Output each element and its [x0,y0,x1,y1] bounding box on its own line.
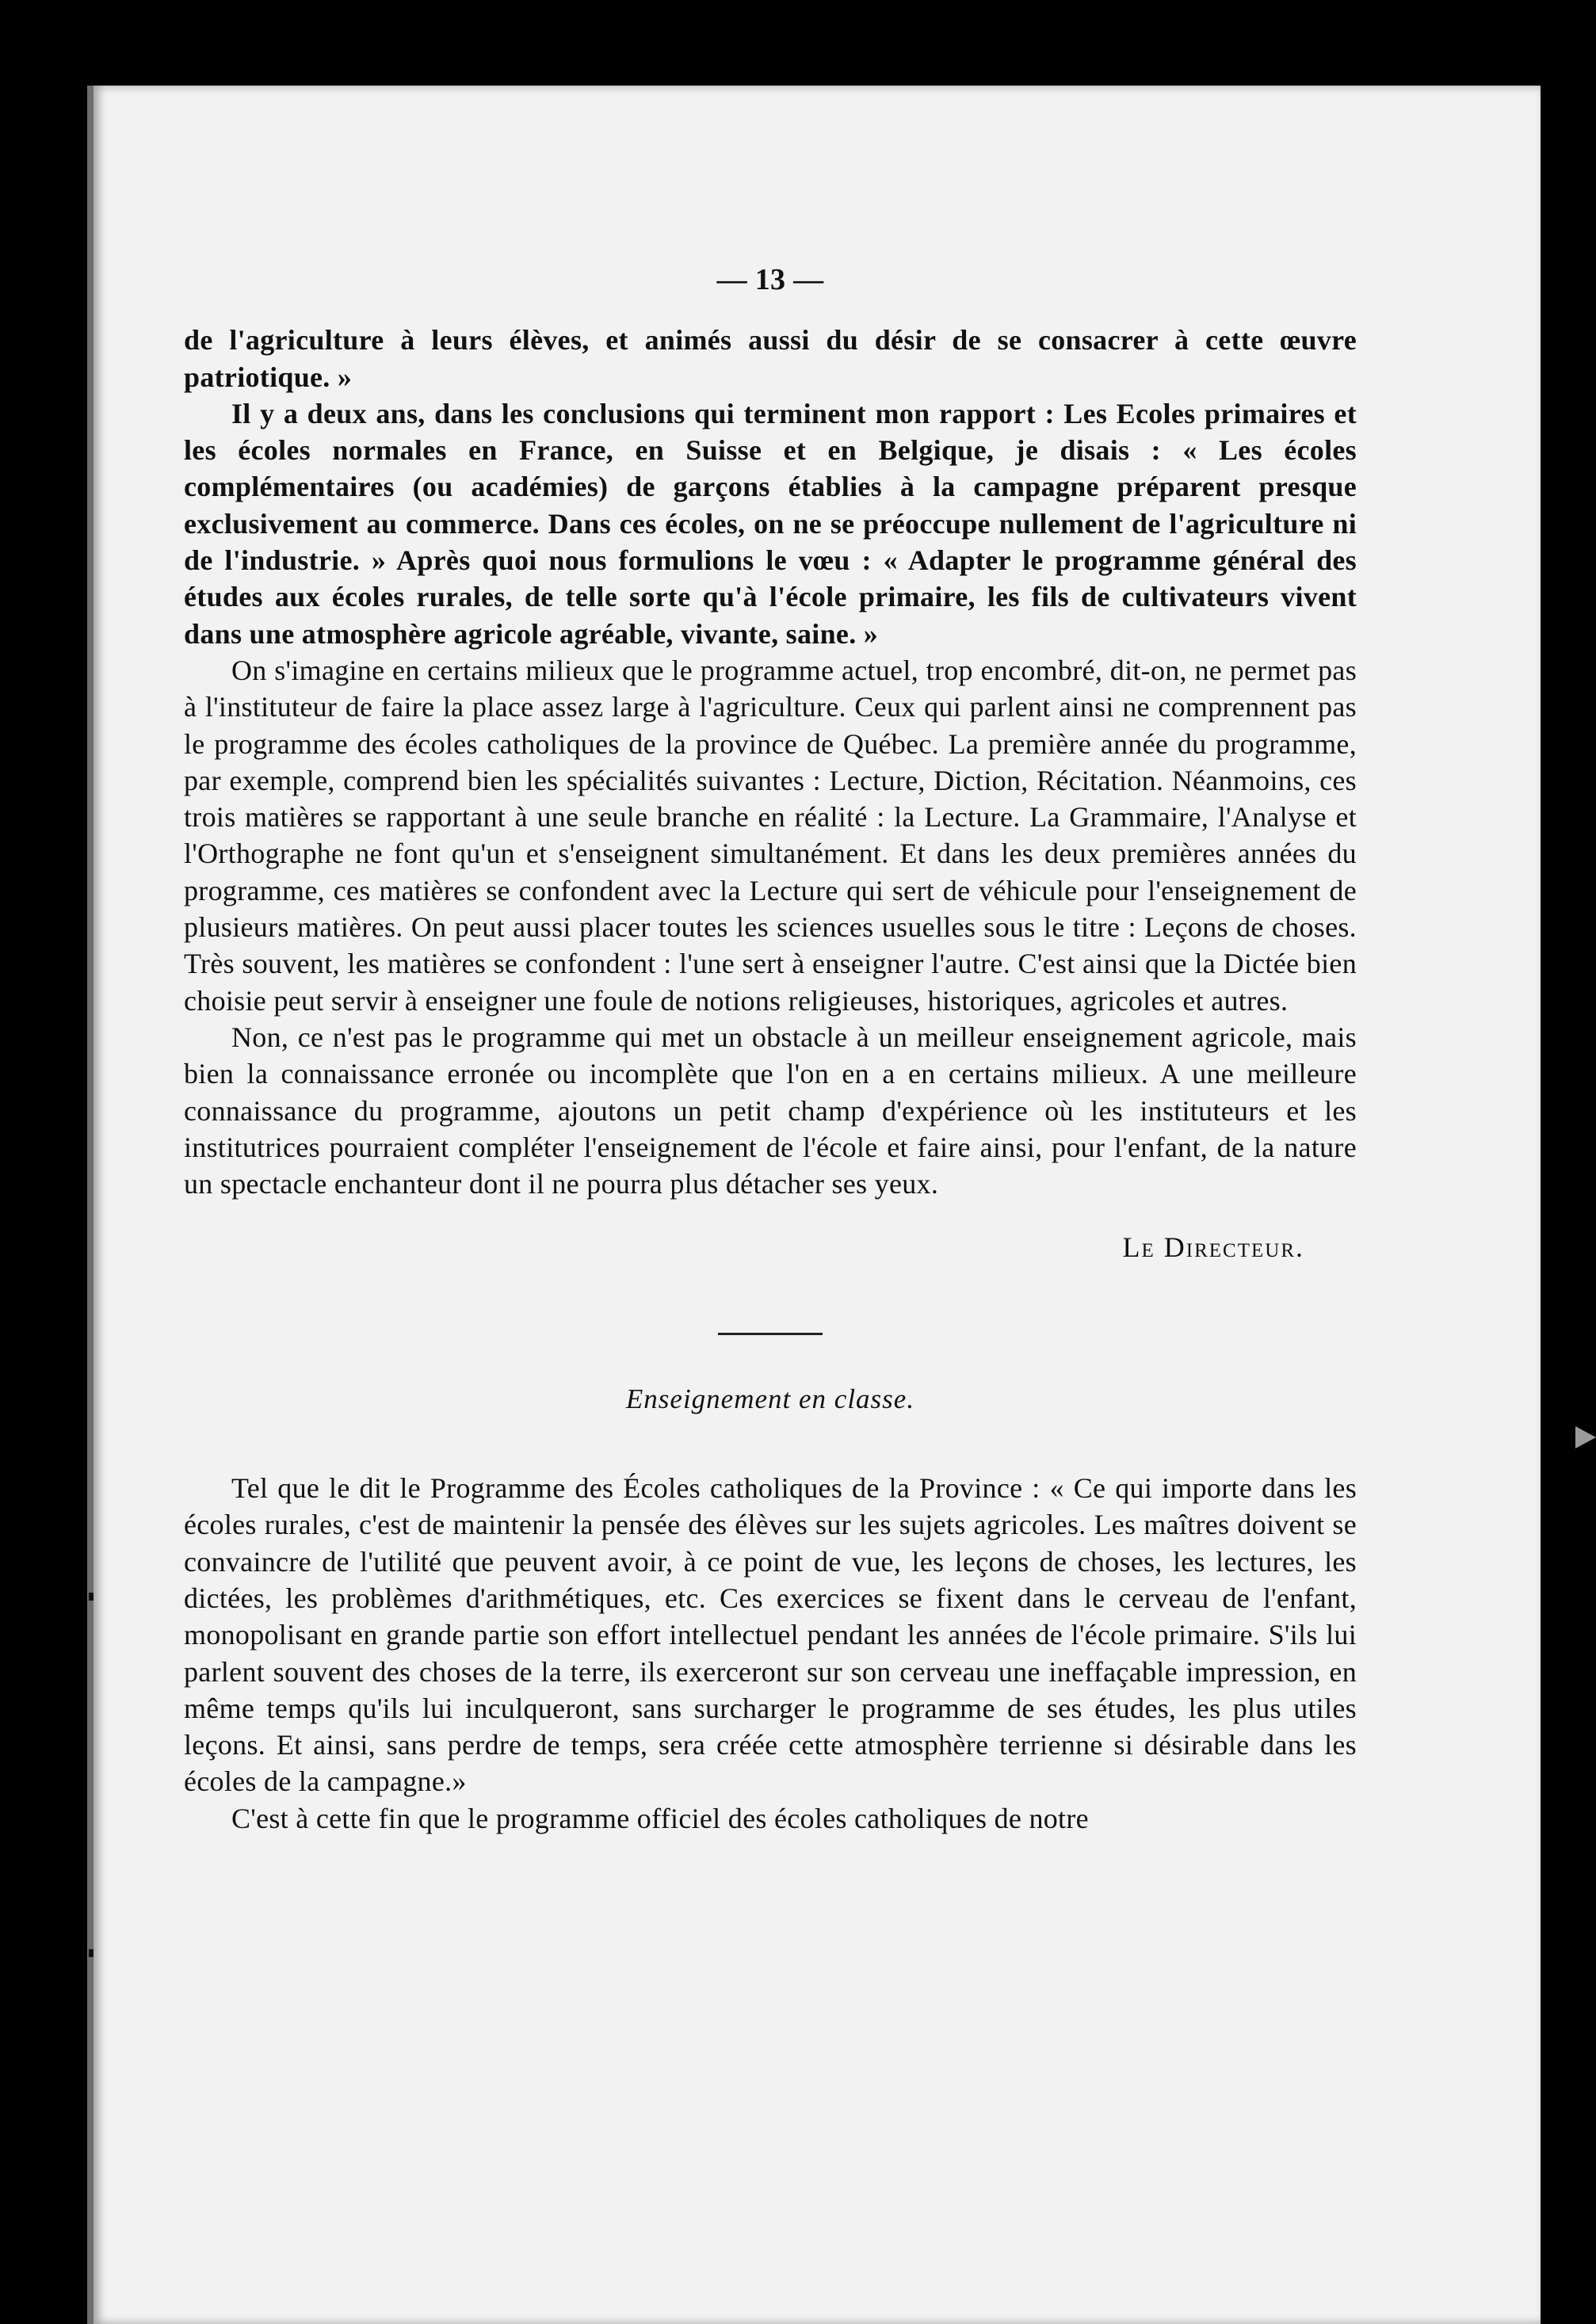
paragraph-programme: On s'imagine en certains milieux que le programme actuel, trop encombré, dit-on, ne permet pas à l'instituteur de faire la place assez large à l'agriculture. Ceux qui parlent ainsi ne comprennent pas le programme des écoles catholiques de la province de Québec. La première année du programme, par exemple, comprend bien les spécialités suivantes : Lecture, Diction, Récitation. Néanmoins, ces trois matières se rapportant à une seule branche en réalité : la Lecture. La Grammaire, l'Analyse et l'Orthographe ne font qu'un et s'enseignent simultanément. Et dans les deux premières années du programme, ces matières se confondent avec la Lecture qui sert de véhicule pour l'enseignement de plusieurs matières. On peut aussi placer toutes les sciences usuelles sous le titre : Leçons de choses. Très souvent, les matières se confondent : l'une sert à enseigner l'autre. C'est ainsi que la Dictée bien choisie peut servir à enseigner une foule de notions religieuses, historiques, agricoles et autres. [184,654,1357,1017]
paragraph-continuation: de l'agriculture à leurs élèves, et animés aussi du désir de se consacrer à cette œuvre patriotique. » [184,324,1357,393]
paragraph-rapport: Il y a deux ans, dans les conclusions qui terminent mon rapport : Les Ecoles primaires et les écoles normales en France, en Suisse et en Belgique, je disais : « Les écoles complémentaires (ou académies) de garçons établies à la campagne préparent presque exclusivement au commerce. Dans ces écoles, on ne se préoccupe nullement de l'agriculture ni de l'industrie. » Après quoi nous formulions le vœu : « Adapter le programme général des études aux écoles rurales, de telle sorte qu'à l'école primaire, les fils de cultivateurs vivent dans une atmosphère agricole agréable, vivante, saine. » [184,397,1357,650]
page-content [184,174,1357,1837]
section-paragraph-continued: C'est à cette fin que le programme officiel des écoles catholiques de notre [231,1802,1089,1834]
page-binding-edge [87,86,94,2324]
section-paragraph: Tel que le dit le Programme des Écoles catholiques de la Province : « Ce qui importe dans les écoles rurales, c'est de maintenir la pensée des élèves sur les sujets agricoles. Les maîtres doivent se convaincre de l'utilité que peuvent avoir, à ce point de vue, les leçons de choses, les lectures, les dictées, les problèmes d'arithmétiques, etc. Ces exercices se fixent dans le cerveau de l'enfant, monopolisant en grande partie son effort intellectuel pendant les années de l'école primaire. S'ils lui parlent souvent des choses de la terre, ils exerceront sur son cerveau une ineffaçable impression, en même temps qu'ils lui inculqueront, sans surcharger le programme de ses études, les plus utiles leçons. Et ainsi, sans perdre de temps, sera créée cette atmosphère terrienne si désirable dans les écoles de la campagne.» [184,1472,1357,1798]
signature: Le Directeur. [1122,1231,1304,1264]
section-divider [718,1333,823,1335]
binding-mark-dot [89,1593,94,1601]
binding-mark-dot [89,1949,94,1957]
page-number: — 13 — [716,263,824,296]
section-title: Enseignement en classe. [625,1383,915,1414]
page-tab-marker [1575,1426,1596,1448]
paragraph-conclusion: Non, ce n'est pas le programme qui met un obstacle à un meilleur enseignement agricole, mais bien la connaissance erronée ou incomplète que l'on en a en certains milieux. A une meilleure connaissance du programme, ajoutons un petit champ d'expérience où les instituteurs et les institutrices pourraient compléter l'enseignement de l'école et faire ainsi, pour l'enfant, de la nature un spectacle enchanteur dont il ne pourra plus détacher ses yeux. [184,1021,1357,1200]
